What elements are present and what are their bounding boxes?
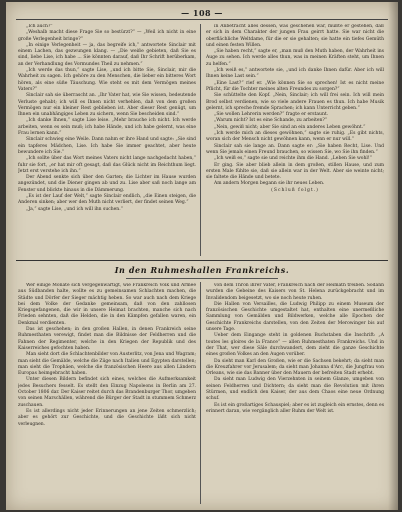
paragraph: Der Abend senkte sich über den Garten; die Lichter im Hause wurden angezündet, und die Diener gingen ab und zu. Lise aber saß noch lange am Fenster und blickte hinaus in die Dämmerung.: [18, 175, 196, 193]
article-column-left: [18, 283, 196, 505]
section-title: In den Ruhmeshallen Frankreichs.: [114, 265, 290, 275]
paragraph: „Sie wollen Lehrerin werden?“ fragte er erstaunt.: [214, 112, 329, 118]
header-rule: [16, 19, 388, 20]
story-column-right: [206, 24, 384, 256]
paragraph: „Eine Last?“ rief er. „Wie können Sie so sprechen! Ist es nicht meine Pflicht, für die Tochter meines alten Freundes zu sorgen?“: [206, 80, 384, 92]
paragraph: Man sieht dort die Schlachtenbilder von Austerlitz, von Jena und Wagram; man sieht die Gemälde, welche die Züge nach Italien und Egypten darstellen; man sieht die Trophäen, welche die französischen Heere aus allen Ländern Europas heimgebracht haben.: [18, 352, 196, 377]
page-binding-shadow: [388, 2, 398, 510]
paragraph: Es ist allerdings nicht jeder Erinnerungen an jene Zeiten schmerzlich; aber es gehört zur Geschichte, und die Geschichte läßt sich nicht verleugnen.: [18, 408, 196, 427]
paragraph: „Sie haben recht,“ sagte er, „man muß den Muth haben, der Wahrheit ins Auge zu sehen. Ich werde alles thun, was in meinen Kräften steht, um Ihnen zu helfen.“: [206, 49, 384, 67]
story-column-left: [18, 24, 196, 256]
page-number: — 108 —: [181, 8, 223, 18]
paragraph: „Ich werde das thun,“ sagte Lise, „und ich bitte Sie, Sinclair, mir die Wahrheit zu sagen. Ich gehöre zu den Menschen, die lieber ein bitteres Wort hören, als eine süße Täuschung. Wie steht es mit dem Vermögen meines Vaters?“: [18, 68, 196, 92]
paragraph: in Anbetracht alles dessen, was geschehen war, mußte er gestehen, daß er sich in dem Charakter der jungen Frau geirrt hatte. Sie war nicht die oberflächliche Weltdame, für die er sie gehalten; sie hatte ein tiefes Gemüth und einen festen Willen.: [206, 24, 384, 48]
paragraph: „Nein, gewiß nicht; aber Sie sind an ein anderes Leben gewöhnt.“: [214, 124, 366, 130]
paragraph: Sinclair sah sie überrascht an. „Ihr Vater hat, wie Sie wissen, bedeutende Verluste gehabt; ich will es Ihnen nicht verhehlen, daß von dem großen Vermögen nur ein kleiner Rest geblieben ist. Aber dieser Rest genügt, um Ihnen ein unabhängiges Leben zu sichern, wenn Sie bescheiden sind.“: [18, 93, 196, 118]
paragraph: „Ich weiß es,“ sagte sie und reichte ihm die Hand. „Leben Sie wohl!“: [214, 156, 372, 162]
paragraph: „Es ist der Lauf der Welt,“ sagte Sinclair endlich, „die Einen steigen, die Anderen sinken; aber wer den Muth nicht verliert, der findet seinen Weg.“: [18, 194, 196, 206]
paragraph: von dem Thron ihrer Väter, Frankreich nach der Heimath treiben. Sodann wurden die Gebeine des Kaisers von St. Helena zurückgebracht und im Invalidendom beigesetzt, wo sie noch heute ruhen.: [206, 283, 384, 301]
paragraph: „Ich auch?“: [26, 24, 53, 29]
paragraph: „Ich danke Ihnen,“ sagte Lise leise. „Mehr brauche ich nicht. Ich werde arbeiten, wenn es sein muß; ich habe Hände, und ich habe gelernt, was eine Frau lernen kann.“: [18, 118, 196, 137]
paragraph: „Ich werde mich an dieses gewöhnen,“ sagte sie ruhig. „Es gibt nichts, woran sich der Mensch nicht gewöhnen kann, wenn er nur will.“: [206, 131, 384, 143]
section-title-underline: [126, 278, 278, 279]
paragraph: Da sieht man Ludwig den Vierzehnten in seinem Glanze, umgeben von seinen Feldherren und Dichtern; da sieht man die Revolution mit ihren Stürmen, und endlich den Kaiser, der aus dem Chaos eine neue Ordnung schuf.: [206, 377, 384, 402]
paragraph: „Weshalb macht diese Frage Sie so bestürzt?“ — „Weil ich nicht in eine große Verlegenheit bringe?“: [18, 30, 196, 42]
article-column-right: [206, 283, 384, 505]
column-divider-top: [200, 24, 201, 256]
paragraph: „Ja,“ sagte Lise, „und ich will ihn suchen.“: [26, 206, 123, 212]
paragraph: Unter diesen Bildern befindet sich eines, welches die Aufmerksamkeit jedes Besuchers fesselt. Es stellt den Einzug Napoleons in Berlin am 27. October 1806 dar. Der Kaiser reitet durch das Brandenburger Thor, umgeben von seinen Marschällen, während die Bürger der Stadt in stummem Schmerz zuschauen.: [18, 377, 196, 408]
column-divider-bottom: [200, 282, 201, 504]
paragraph: Die Hallen von Versailles, die Ludwig Philipp zu einem Museum der französischen Geschichte umgestaltet hat, enthalten eine unermeßliche Sammlung von Gemälden und Bildwerken, welche alle Epochen der Geschichte Frankreichs darstellen, von den Zeiten der Merowinger bis auf unsere Tage.: [206, 301, 384, 333]
paragraph: Wer einige Monate sich vergegenwärtigt, wie Frankreich Volk und Armee aus Südbanden halte, wollte es zu gemeinsamen Schlachten machen, die Städte und Dörfer der Sieger mächtig heben. So war auch nach dem Kriege bei dem Volke der Gedanke gemeinsam, daß von den zahllosen Kriegsgefangenen, die wir in unsere Heimat brachten, manche sich nach Frieden sehnten, daß die Helden, die in den Kämpfen gefallen waren, ein Denkmal verdienten.: [18, 283, 196, 326]
paragraph: Das ist geschehen; in den großen Hallen, in denen Frankreich seine Ruhmesthaten verewigt, findet man die Bildnisse der Feldherren und die Fahnen der Regimenter, welche in den Kriegen der Republik und des Kaiserreiches gefochten haben.: [18, 327, 196, 351]
to-be-continued: (Schluß folgt.): [271, 187, 319, 193]
paragraph: Er ging. Sie aber blieb allein in dem großen, stillen Hause, und zum ersten Male fühlte sie, daß sie allein war in der Welt. Aber sie weinte nicht; sie faltete die Hände und betete.: [206, 162, 384, 181]
paragraph: „Warum nicht? Ist es eine Schande, zu arbeiten?“: [214, 118, 328, 124]
paragraph: Da sieht man Karl den Großen, wie er die Sachsen bekehrt; da sieht man die Kreuzfahrer vor Jerusalem; da sieht man Johanna d'Arc, die Jungfrau von Orleans, wie sie das Banner über den Mauern der befreiten Stadt erhebt.: [206, 358, 384, 377]
paragraph: Sinclair sah sie lange an. Dann sagte er: „Sie haben Recht, Lise. Und wenn Sie jemals einen Freund brauchen, so wissen Sie, wo Sie ihn finden.“: [206, 143, 384, 155]
section-divider: [16, 260, 388, 261]
paragraph: Ueber dem Eingange steht in goldenen Buchstaben die Inschrift: „A toutes les gloires de la France“ — allen Ruhmesthaten Frankreichs. Und in der That, wer diese Säle durchwandert, dem zieht die ganze Geschichte eines großen Volkes an den Augen vorüber.: [206, 333, 384, 358]
paragraph: Sinclair schwieg eine Weile. Dann nahm er ihre Hand und sagte: „Sie sind ein tapferes Mädchen, Lise. Ich habe Sie immer geachtet, aber heute bewundere ich Sie.“: [18, 137, 196, 155]
paragraph: „Ich sollte über das Wort meines Vaters nicht lange nachgedacht haben,“ fuhr sie fort, „er hat mir oft gesagt, daß das Glück nicht im Reichthum liegt. Jetzt erst verstehe ich ihn.“: [18, 156, 196, 174]
newspaper-page: [6, 2, 398, 510]
paragraph: „In einige Verlegenheit — ja, das begreife ich,“ antwortete Sinclair mit einem Lachen, das gezwungen klang. — „Die weiße gebieten, daß Sie es sind, liebe Lise, ich habe ... Sie könnten darauf, daß Ihr Schrift herüberkam, an der Verhandlung des Vormundes Theil zu nehmen.“: [18, 42, 196, 67]
paragraph: Am andern Morgen begann sie ihr neues Leben.: [214, 181, 325, 187]
paragraph: Sie schüttelte den Kopf. „Nein, Sinclair; ich will frei sein. Ich will mein Brod selbst verdienen, wie so viele andere Frauen es thun. Ich habe Musik gelernt, ich spreche fremde Sprachen; ich kann Unterricht geben.“: [206, 93, 384, 111]
paragraph: Es ist ein großartiges Schauspiel; aber es ist zugleich ein ernstes, denn es erinnert daran, wie vergänglich aller Ruhm der Welt ist.: [206, 402, 384, 414]
paragraph: „Ich weiß es,“ antwortete sie, „und ich danke Ihnen dafür. Aber ich will Ihnen keine Last sein.“: [206, 68, 384, 80]
